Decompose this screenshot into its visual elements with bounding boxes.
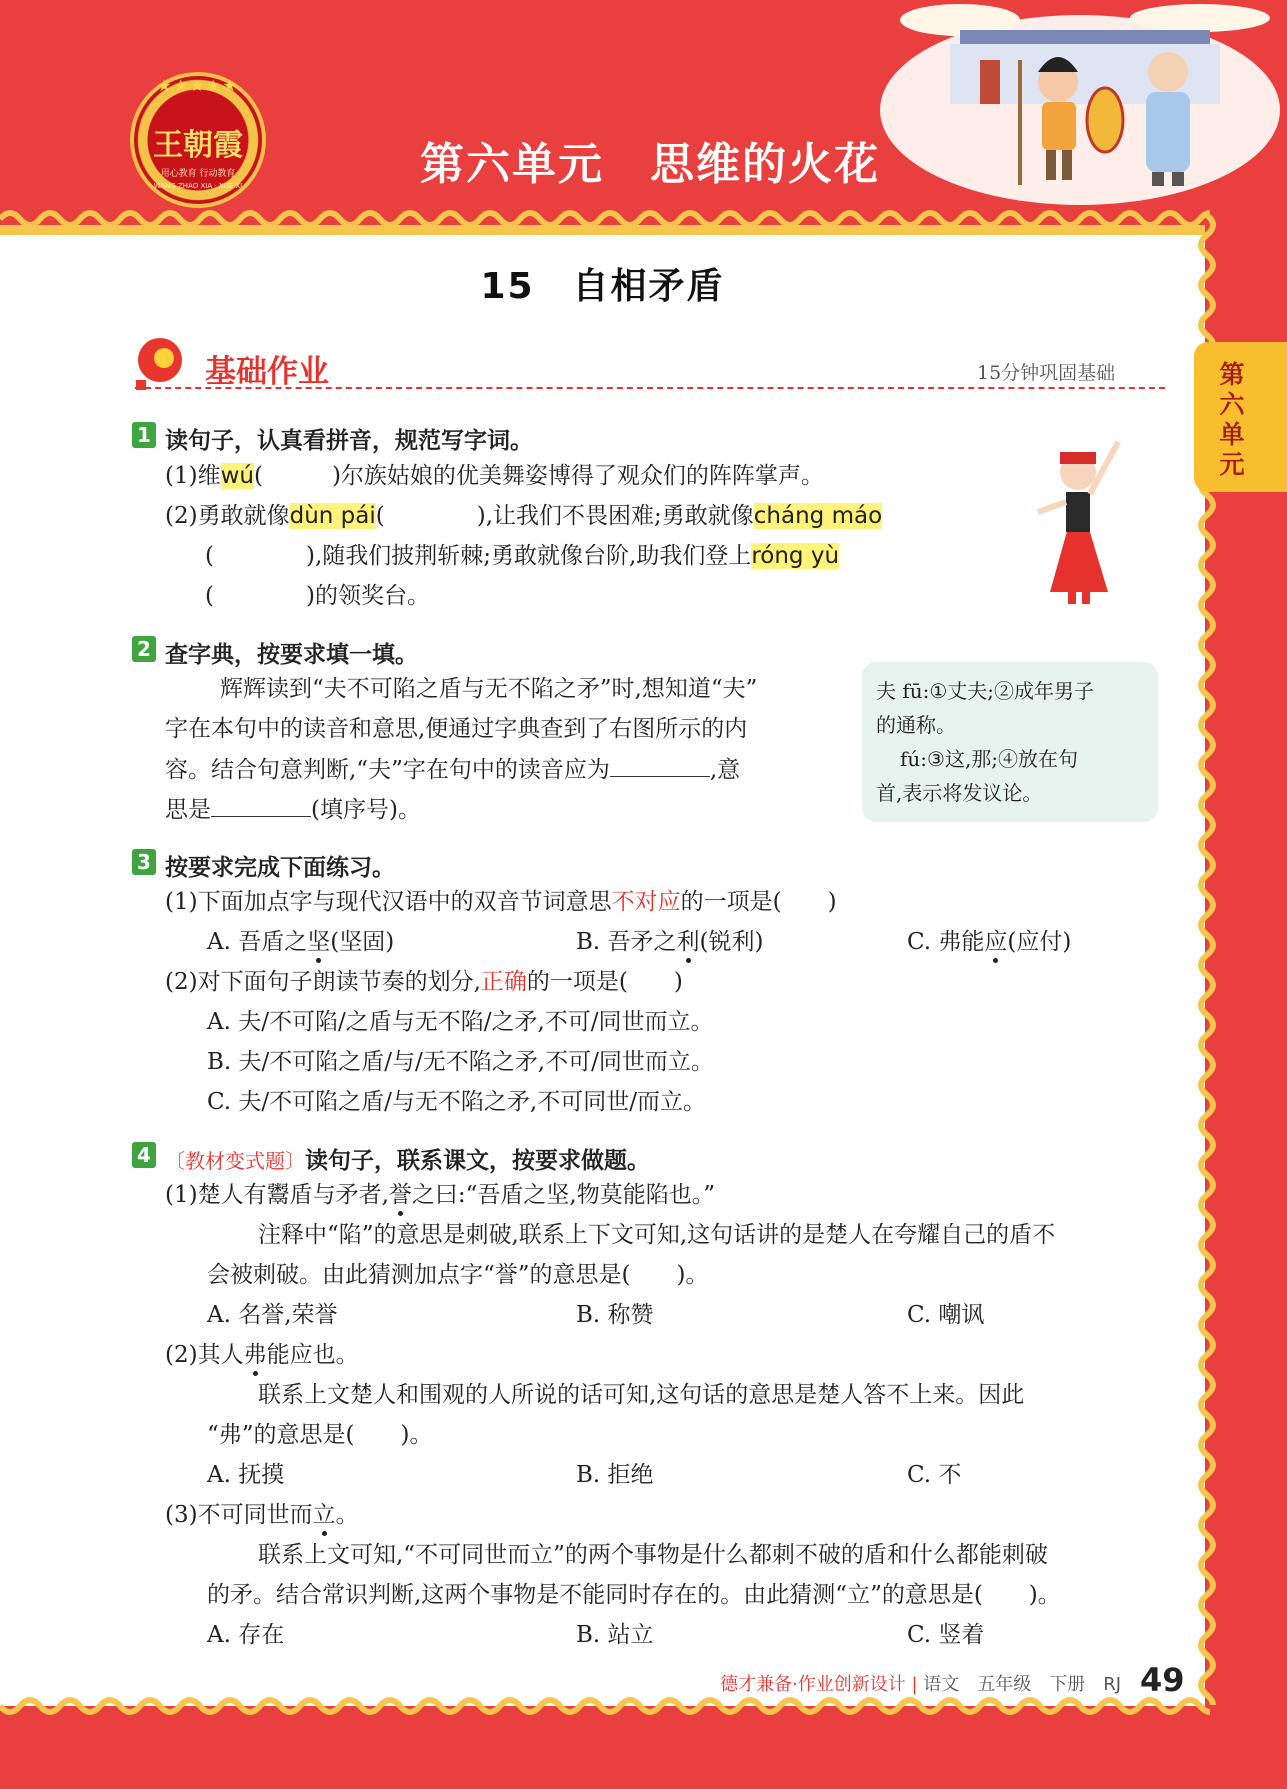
question-2-title: 查字典，按要求填一填。 (165, 642, 418, 668)
paper-border-bottom (0, 1694, 1210, 1718)
question-4-title: 〔教材变式题〕读句子，联系课文，按要求做题。 (165, 1148, 650, 1174)
q4-1-para-1: 注释中“陷”的意思是刺破,联系上下文可知,这句话讲的是楚人在夸耀自己的盾不 (258, 1222, 1056, 1248)
dict-line-1: 夫 fū:①丈夫;②成年男子 (876, 679, 1095, 703)
q3-sub-2: (2)对下面句子朗读节奏的划分,正确的一项是( ) (165, 969, 683, 995)
q1-line-3: ( ),随我们披荆斩棘;勇敢就像台阶,助我们登上róng yù (205, 543, 840, 569)
q4-1-para-2: 会被刺破。由此猜测加点字“誉”的意思是( )。 (207, 1262, 709, 1288)
q3-1-option-a[interactable]: A. 吾盾之坚(坚固) (207, 929, 395, 955)
q4-1-option-a[interactable]: A. 名誉,荣誉 (207, 1302, 338, 1328)
section-title: 基础作业 (205, 354, 329, 390)
q4-3-option-c[interactable]: C. 竖着 (907, 1622, 985, 1648)
q3-sub-1: (1)下面加点字与现代汉语中的双音节词意思不对应的一项是( ) (165, 889, 837, 915)
unit-title: 第六单元 思维的火花 (420, 139, 880, 190)
page-number: 49 (1140, 1661, 1185, 1699)
unit-side-tab-label: 第六单元 (1219, 360, 1245, 479)
lamp-icon (132, 334, 194, 392)
q3-2-option-c[interactable]: C. 夫/不可陷之盾/与无不陷之矛,不可同世/而立。 (207, 1089, 706, 1115)
q3-2-option-a[interactable]: A. 夫/不可陷/之盾与无不陷/之矛,不可/同世而立。 (207, 1009, 714, 1035)
footer-series: 德才兼备·作业创新设计 | 语文 五年级 下册 RJ (720, 1674, 1122, 1695)
q2-line-1: 辉辉读到“夫不可陷之盾与无不陷之矛”时,想知道“夫” (220, 676, 758, 702)
q2-line-4: 思是 (填序号)。 (165, 794, 421, 825)
q4-2-para-2: “弗”的意思是( )。 (207, 1422, 433, 1448)
dictionary-entry-box (862, 662, 1158, 822)
q2-blank-meaning[interactable] (211, 794, 311, 817)
question-number-4: 4 (132, 1142, 156, 1168)
question-number-3: 3 (132, 849, 156, 875)
q4-sub-1: (1)楚人有鬻盾与矛者,誉之曰:“吾盾之坚,物莫能陷也。” (165, 1182, 715, 1208)
q4-3-option-b[interactable]: B. 站立 (576, 1622, 654, 1648)
dict-line-4: 首,表示将发议论。 (876, 781, 1043, 805)
question-3-title: 按要求完成下面练习。 (165, 855, 395, 881)
q2-line-3: 容。结合句意判断,“夫”字在句中的读音应为 ,意 (165, 754, 740, 785)
q4-3-option-a[interactable]: A. 存在 (207, 1622, 285, 1648)
q4-2-option-a[interactable]: A. 抚摸 (207, 1462, 285, 1488)
lesson-title: 15 自相矛盾 (480, 266, 725, 307)
q4-3-para-2: 的矛。结合常识判断,这两个事物是不能同时存在的。由此猜测“立”的意思是( )。 (207, 1582, 1061, 1608)
question-1-title: 读句子，认真看拼音，规范写字词。 (165, 428, 533, 454)
q4-2-para-1: 联系上文楚人和围观的人所说的话可知,这句话的意思是楚人答不上来。因此 (258, 1382, 1025, 1408)
question-number-1: 1 (132, 422, 156, 448)
footer-subject: 语文 五年级 下册 RJ (923, 1674, 1122, 1695)
logo-tagline: 用心教育 行动教育 (160, 169, 236, 179)
q4-1-option-c[interactable]: C. 嘲讽 (907, 1302, 985, 1328)
logo-ring-text: WANG ZHAO XIA · XUE XI (153, 182, 243, 190)
dancer-girl-illustration (1020, 432, 1138, 604)
dict-line-2: 的通称。 (876, 713, 956, 737)
logo-name: 王朝霞 (153, 128, 243, 163)
q2-blank-reading[interactable] (610, 754, 710, 777)
story-illustration (870, 0, 1287, 205)
section-time-note: 15分钟巩固基础 (977, 362, 1116, 384)
q4-2-option-c[interactable]: C. 不 (907, 1462, 962, 1488)
q2-line-2: 字在本句中的读音和意思,便通过字典查到了右图所示的内 (165, 716, 748, 742)
q1-pinyin-3: cháng máo (753, 503, 883, 529)
q4-1-option-b[interactable]: B. 称赞 (576, 1302, 654, 1328)
q4-sub-3: (3)不可同世而立。 (165, 1502, 359, 1528)
q4-sub-2: (2)其人弗能应也。 (165, 1342, 359, 1368)
q3-1-option-c[interactable]: C. 弗能应(应付) (907, 929, 1072, 955)
q3-1-option-b[interactable]: B. 吾矛之利(锐利) (576, 929, 764, 955)
brand-logo (130, 72, 266, 208)
q1-pinyin-2: dùn pái (289, 503, 376, 529)
question-number-2: 2 (132, 636, 156, 662)
q3-2-option-b[interactable]: B. 夫/不可陷之盾/与/无不陷之矛,不可/同世而立。 (207, 1049, 714, 1075)
unit-side-tab (1194, 342, 1287, 492)
q1-pinyin-4: róng yù (751, 543, 840, 569)
q1-line-2: (2)勇敢就像dùn pái( ),让我们不畏困难;勇敢就像cháng máo (165, 503, 883, 529)
q4-2-option-b[interactable]: B. 拒绝 (576, 1462, 654, 1488)
dict-line-3: fú:③这,那;④放在句 (900, 747, 1079, 771)
q1-line-1: (1)维wú( )尔族姑娘的优美舞姿博得了观众们的阵阵掌声。 (165, 463, 824, 489)
q4-3-para-1: 联系上文可知,“不可同世而立”的两个事物是什么都刺不破的盾和什么都能刺破 (258, 1542, 1048, 1568)
q1-line-4: ( )的领奖台。 (205, 583, 430, 609)
section-divider (135, 387, 1165, 389)
logo-stars-icon: ★★★★★ (157, 76, 239, 95)
q1-pinyin-1: wú (220, 463, 254, 489)
q4-tag: 〔教材变式题〕 (165, 1149, 305, 1173)
